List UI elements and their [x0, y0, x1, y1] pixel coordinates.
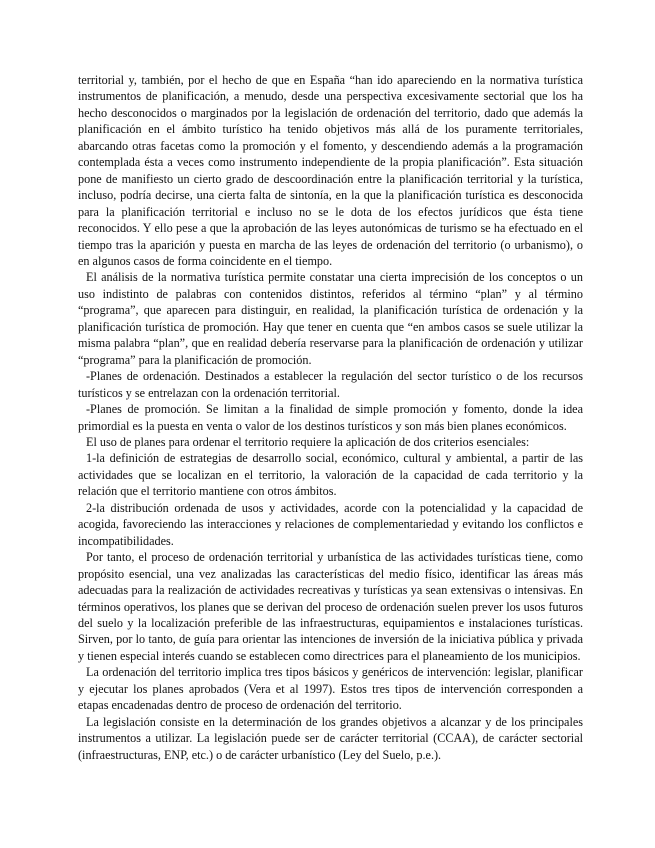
- paragraph-criterio-2: 2-la distribución ordenada de usos y actividades, acorde con la potencialidad y la capacidad de acogida, favoreciendo las interacciones y relaciones de complementariedad y evitando los conflictos e incompatibilidades.: [78, 500, 583, 548]
- paragraph-planes-promocion: -Planes de promoción. Se limitan a la finalidad de simple promoción y fomento, donde la idea primordial es la puesta en venta o valor de los destinos turísticos y son más bien planes económicos.: [78, 402, 583, 433]
- paragraph-legislacion: La legislación consiste en la determinación de los grandes objetivos a alcanzar y de los principales instrumentos a utilizar. La legislación puede ser de carácter territorial (CCAA), de carácter sectorial (infraestructuras, ENP, etc.) o de carácter urbanístico (Ley del Suelo, p.e.).: [78, 714, 583, 762]
- paragraph-criterios: El uso de planes para ordenar el territorio requiere la aplicación de dos criterios esenciales:: [86, 434, 530, 449]
- paragraph-planes-ordenacion: -Planes de ordenación. Destinados a establecer la regulación del sector turístico o de los recursos turísticos y se entrelazan con la ordenación territorial.: [78, 369, 583, 400]
- paragraph-intervencion: La ordenación del territorio implica tres tipos básicos y genéricos de intervención: legislar, planificar y ejecutar los planes aprobados (Vera et al 1997). Estos tres tipos de intervención corresponden a etapas encadenadas dentro de proceso de ordenación del territorio.: [78, 665, 583, 713]
- paragraph-proceso: Por tanto, el proceso de ordenación territorial y urbanística de las actividades turísticas tiene, como propósito esencial, una vez analizadas las características del medio físico, identificar las áreas más adecuadas para la realización de actividades recreativas y turísticas ya sean extensivas o intensivas. En términos operativos, los planes que se derivan del proceso de ordenación suelen prever los usos futuros del suelo y la localización preferible de las infraestructuras, equipamientos e instalaciones turísticas. Sirven, por lo tanto, de guía para orientar las intenciones de inversión de la iniciativa pública y privada y tienen especial interés cuando se establecen como directrices para el planeamiento de los municipios.: [78, 550, 583, 663]
- paragraph-1: territorial y, también, por el hecho de que en España “han ido apareciendo en la normativa turística instrumentos de planificación, a menudo, desde una perspectiva excesivamente sectorial que los ha hecho desconocidos o marginados por la legislación de ordenación del territorio, dado que además la planificación en el ámbito turístico ha tenido objetivos más allá de los puramente territoriales, abarcando otras facetas como la promoción y el fomento, y descendiendo además a la programación contemplada ésta a veces como instrumento independiente de la propia planificación”. Esta situación pone de manifiesto un cierto grado de descoordinación entre la planificación territorial y la turística, incluso, podría decirse, una cierta falta de sintonía, en la que la planificación turística es desconocida para la planificación territorial e incluso no se le dota de los efectos jurídicos que ésta tiene reconocidos. Y ello pese a que la aprobación de las leyes autonómicas de turismo se ha efectuado en el tiempo tras la aparición y puesta en marcha de las leyes de ordenación del territorio (o urbanismo), o en algunos casos de forma coincidente en el tiempo.: [78, 73, 583, 268]
- paragraph-criterio-1: 1-la definición de estrategias de desarrollo social, económico, cultural y ambiental, a partir de las actividades que se localizan en el territorio, la valoración de la capacidad de cada territorio y la relación que el territorio mantiene con otros ámbitos.: [78, 451, 583, 499]
- paragraph-2: El análisis de la normativa turística permite constatar una cierta imprecisión de los conceptos o un uso indistinto de palabras con contenidos distintos, referidos al término “plan” y al término “programa”, que aparecen para distinguir, en realidad, la planificación turística de ordenación y la planificación turística de promoción. Hay que tener en cuenta que “en ambos casos se suele utilizar la misma palabra “plan”, que en realidad debería reservarse para la planificación de ordenación y utilizar “programa” para la planificación de promoción.: [78, 270, 583, 367]
- document-page: [78, 72, 583, 763]
